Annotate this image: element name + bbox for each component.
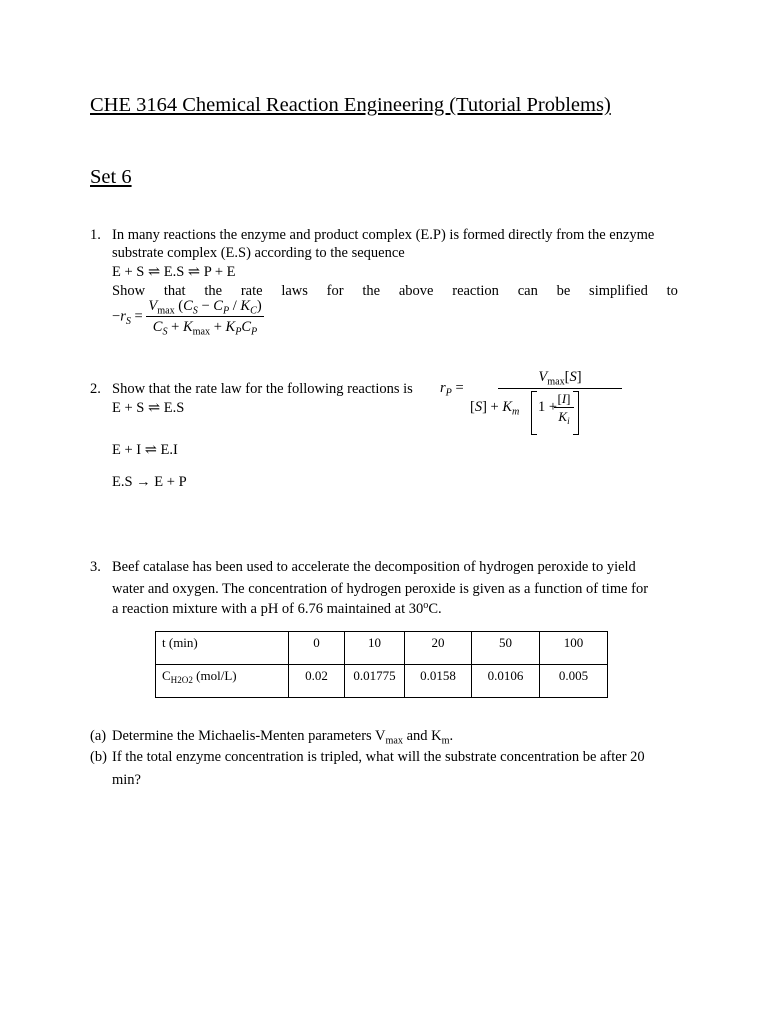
- q3-line3-text: a reaction mixture with a pH of 6.76 maintained at 30: [112, 601, 424, 617]
- q2-reaction-2: E + I ⇌ E.I: [112, 442, 178, 458]
- show-word: simplified: [589, 283, 648, 299]
- q1-reaction: E + S ⇌ E.S ⇌ P + E: [112, 264, 236, 280]
- conc-unit: (mol/L): [192, 668, 237, 683]
- table-cell: 20: [405, 632, 472, 665]
- table-cell: 0.01775: [345, 665, 405, 698]
- km-subscript: m: [441, 735, 450, 747]
- show-word: that: [163, 283, 186, 299]
- q3-line3: [112, 600, 442, 619]
- show-word: to: [666, 283, 678, 299]
- show-word: reaction: [452, 283, 499, 299]
- row-label-concentration: [156, 665, 289, 698]
- part-a-pre: Determine the Michaelis-Menten parameters V: [112, 728, 386, 744]
- data-table: [155, 631, 608, 698]
- conc-subscript: H2O2: [170, 675, 193, 686]
- show-word: laws: [281, 283, 308, 299]
- q1-line1: In many reactions the enzyme and product complex (E.P) is formed directly from the enzyme: [112, 227, 655, 243]
- part-a-mid: and K: [402, 728, 442, 744]
- q3-line1: Beef catalase has been used to accelerate the decomposition of hydrogen peroxide to yield: [112, 559, 636, 575]
- q3-number: 3.: [90, 559, 101, 575]
- conc-symbol: C: [162, 668, 171, 683]
- part-b-label: (b): [90, 749, 107, 765]
- q2-text: Show that the rate law for the following reactions is: [112, 381, 413, 397]
- show-word: Show: [112, 283, 146, 299]
- table-cell: 0.0158: [405, 665, 472, 698]
- set-heading: Set 6: [90, 166, 132, 188]
- show-word: the: [362, 283, 381, 299]
- show-word: rate: [240, 283, 263, 299]
- show-word: be: [556, 283, 571, 299]
- q2-reaction-3: E.S → E + P: [112, 474, 187, 490]
- page-title: CHE 3164 Chemical Reaction Engineering (Tutorial Problems): [90, 94, 611, 116]
- table-row: [156, 632, 608, 665]
- row-label-time: t (min): [156, 632, 289, 665]
- vmax-subscript: max: [385, 735, 403, 747]
- part-a-post: .: [449, 728, 454, 744]
- table-cell: 10: [345, 632, 405, 665]
- table-row: [156, 665, 608, 698]
- degree-superscript: o: [423, 599, 429, 611]
- part-a-text: [112, 727, 453, 746]
- show-word: above: [398, 283, 434, 299]
- table-cell: 0: [289, 632, 345, 665]
- q1-number: 1.: [90, 227, 101, 243]
- table-cell: 0.005: [540, 665, 608, 698]
- table-cell: 50: [472, 632, 540, 665]
- q3-line2: water and oxygen. The concentration of hydrogen peroxide is given as a function of time for: [112, 581, 649, 597]
- table-cell: 100: [540, 632, 608, 665]
- q3-line3-unit: C.: [428, 601, 442, 617]
- part-b-line1: If the total enzyme concentration is tripled, what will the substrate concentration be after 20: [112, 749, 645, 765]
- q2-number: 2.: [90, 381, 101, 397]
- part-a-label: (a): [90, 728, 107, 744]
- q1-line2: substrate complex (E.S) according to the sequence: [112, 245, 405, 261]
- show-word: can: [517, 283, 538, 299]
- table-cell: 0.0106: [472, 665, 540, 698]
- part-b-line2: min?: [112, 772, 141, 788]
- show-word: the: [204, 283, 223, 299]
- table-cell: 0.02: [289, 665, 345, 698]
- q1-rate-equation: $-r_S$ = $\frac{V_{max} (C_S - C_P / K_C)}{C_S + K_{max} + K_PC_P}$: [112, 298, 262, 338]
- show-word: for: [326, 283, 344, 299]
- q2-reaction-1: E + S ⇌ E.S: [112, 400, 185, 416]
